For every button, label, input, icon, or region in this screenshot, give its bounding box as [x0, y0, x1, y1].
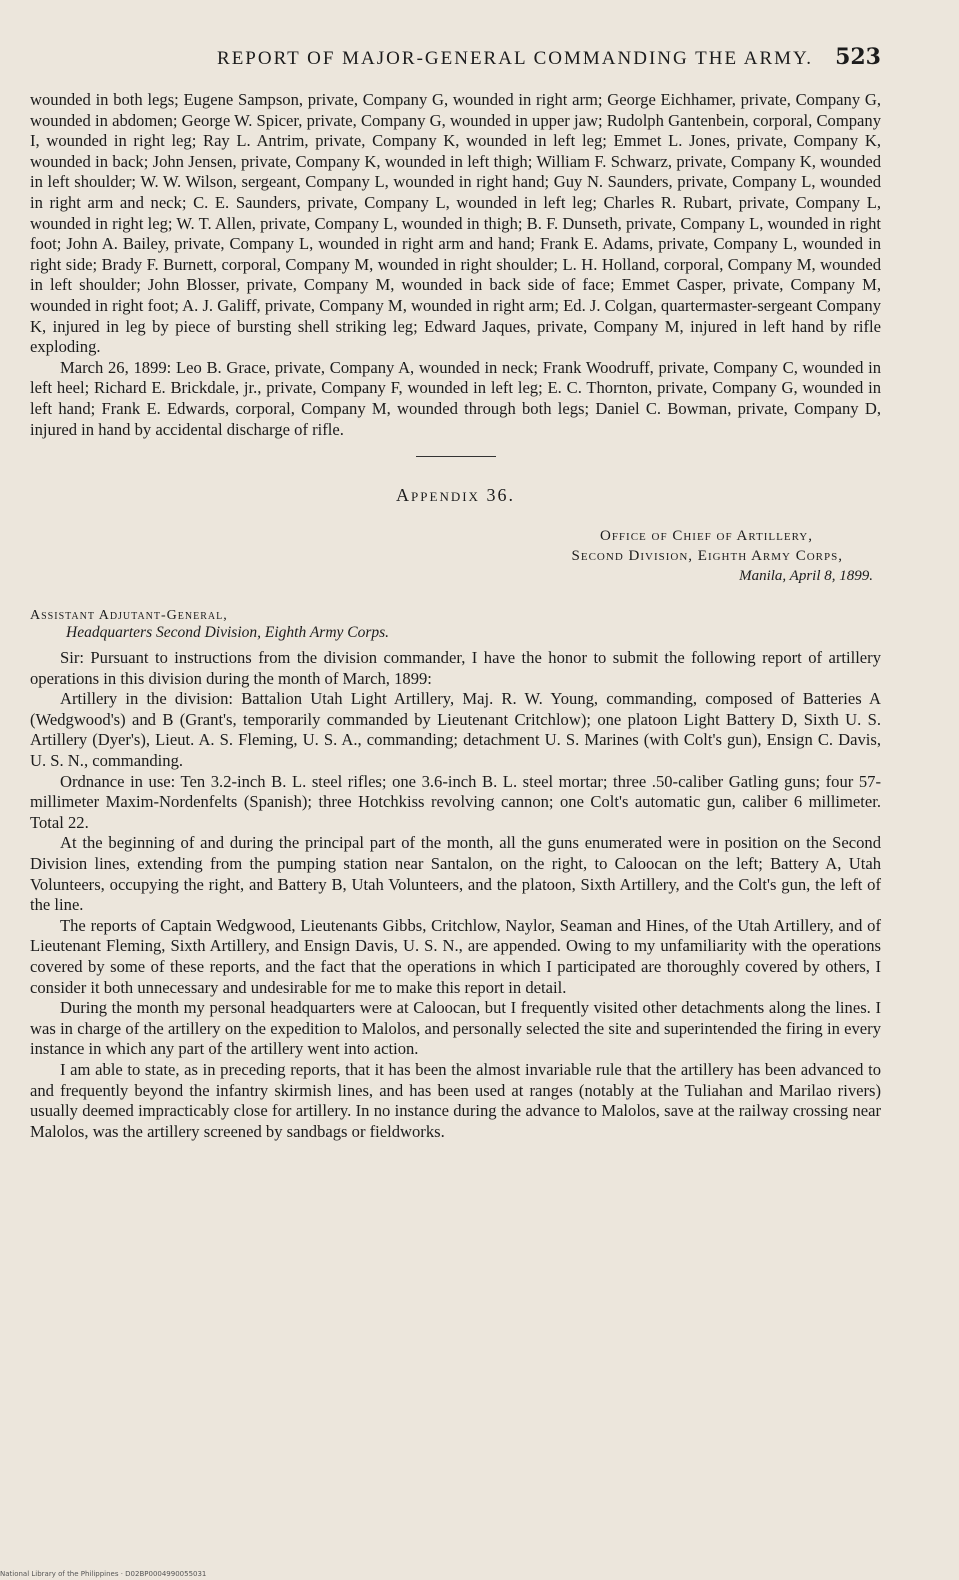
report-paragraph: The reports of Captain Wedgwood, Lieutenants Gibbs, Critchlow, Naylor, Seaman and Hines, of the Utah Artillery, and of Lieutenant Fleming, Sixth Artillery, and Ensign Davis, U. S. N., are appended. Owing to my unfamiliarity with the operations covered by some of these reports, and the fact that the operations in which I participated are thoroughly covered by others, I consider it both unnecessary and undesirable for me to make this report in detail. [30, 915, 881, 997]
addressee [30, 608, 881, 642]
office-line-3: Manila, April 8, 1899. [739, 568, 873, 585]
report-paragraph: At the beginning of and during the principal part of the month, all the guns enumerated were in position on the Second Division lines, extending from the pumping station near Santalon, on the right, to Caloocan on the left; Battery A, Utah Volunteers, occupying the right, and Battery B, Utah Volunteers, and the platoon, Sixth Artillery, and the Colt's gun, the left of the line. [30, 833, 881, 915]
report-paragraph: Ordnance in use: Ten 3.2-inch B. L. steel rifles; one 3.6-inch B. L. steel mortar; three .50-caliber Gatling guns; four 57-millimeter Maxim-Nordenfelts (Spanish); three Hotchkiss revolving cannon; one Colt's automatic gun, caliber 6 millimeter. Total 22. [30, 771, 881, 832]
office-line-2: Second Division, Eighth Army Corps, [571, 548, 843, 565]
addressee-line-1: Assistant Adjutant-General, [30, 608, 228, 624]
report-paragraph: During the month my personal headquarters were at Caloocan, but I frequently visited other detachments along the lines. I was in charge of the artillery on the expedition to Malolos, and personally selected the site and superintended the firing in every instance in which any part of the artillery went into action. [30, 998, 881, 1059]
casualty-list-march-26: March 26, 1899: Leo B. Grace, private, Company A, wounded in neck; Frank Woodruff, private, Company C, wounded in left heel; Richard E. Brickdale, jr., private, Company F, wounded in left leg; E. C. Thornton, private, Company G, wounded in left hand; Frank E. Edwards, corporal, Company M, wounded through both legs; Daniel C. Bowman, private, Company D, injured in hand by accidental discharge of rifle. [30, 357, 881, 439]
office-line-1: Office of Chief of Artillery, [599, 528, 813, 545]
report-paragraph: Sir: Pursuant to instructions from the division commander, I have the honor to submit the following report of artillery operations in this division during the month of March, 1899: [30, 648, 881, 688]
page-header [30, 44, 881, 70]
report-paragraph: Artillery in the division: Battalion Utah Light Artillery, Maj. R. W. Young, commanding, composed of Batteries A (Wedgwood's) and B (Grant's, temporarily commanded by Lieutenant Critchlow); one platoon Light Battery D, Sixth U. S. Artillery (Dyer's), Lieut. A. S. Fleming, U. S. A., commanding; detachment U. S. Marines (with Colt's gun), Ensign C. Davis, U. S. N., commanding. [30, 689, 881, 771]
casualty-list-paragraph: wounded in both legs; Eugene Sampson, private, Company G, wounded in right arm; George Eichhamer, private, Company G, wounded in abdomen; George W. Spicer, private, Company G, wounded in upper jaw; Rudolph Gantenbein, corporal, Company I, wounded in right leg; Ray L. Antrim, private, Company K, wounded in left leg; Emmet L. Jones, private, Company K, wounded in back; John Jensen, private, Company K, wounded in left thigh; William F. Schwarz, private, Company K, wounded in left shoulder; W. W. Wilson, sergeant, Company L, wounded in right hand; Guy N. Saunders, private, Company L, wounded in right arm and neck; C. E. Saunders, private, Company L, wounded in left leg; Charles R. Rubart, private, Company L, wounded in right leg; W. T. Allen, private, Company L, wounded in thigh; B. F. Dunseth, private, Company L, wounded in right foot; John A. Bailey, private, Company L, wounded in right arm and hand; Frank E. Adams, private, Company L, wounded in right side; Brady F. Burnett, corporal, Company M, wounded in right shoulder; L. H. Holland, corporal, Company M, wounded in left shoulder; John Blosser, private, Company M, wounded in back side of face; Emmet Casper, private, Company M, wounded in right foot; A. J. Galiff, private, Company M, wounded in right arm; Ed. J. Colgan, quartermaster-sergeant Company K, injured in leg by piece of bursting shell striking leg; Edward Jaques, private, Company M, injured in left hand by rifle exploding. [30, 90, 881, 357]
appendix-title: Appendix 36. [396, 485, 515, 506]
office-heading [30, 526, 881, 586]
section-divider [416, 456, 496, 457]
page-number: 523 [835, 44, 881, 70]
running-head: REPORT OF MAJOR-GENERAL COMMANDING THE ARMY. [217, 48, 814, 69]
report-paragraph: I am able to state, as in preceding reports, that it has been the almost invariable rule that the artillery has been advanced to and frequently beyond the infantry skirmish lines, and has been used at ranges (notably at the Tuliahan and Marilao rivers) usually deemed impracticably close for artillery. In no instance during the advance to Malolos, save at the railway crossing near Malolos, was the artillery screened by sandbags or fieldworks. [30, 1059, 881, 1141]
addressee-line-2: Headquarters Second Division, Eighth Army Corps. [66, 624, 390, 642]
scan-footer: National Library of the Philippines · D02BP0004990055031 [0, 1570, 207, 1578]
